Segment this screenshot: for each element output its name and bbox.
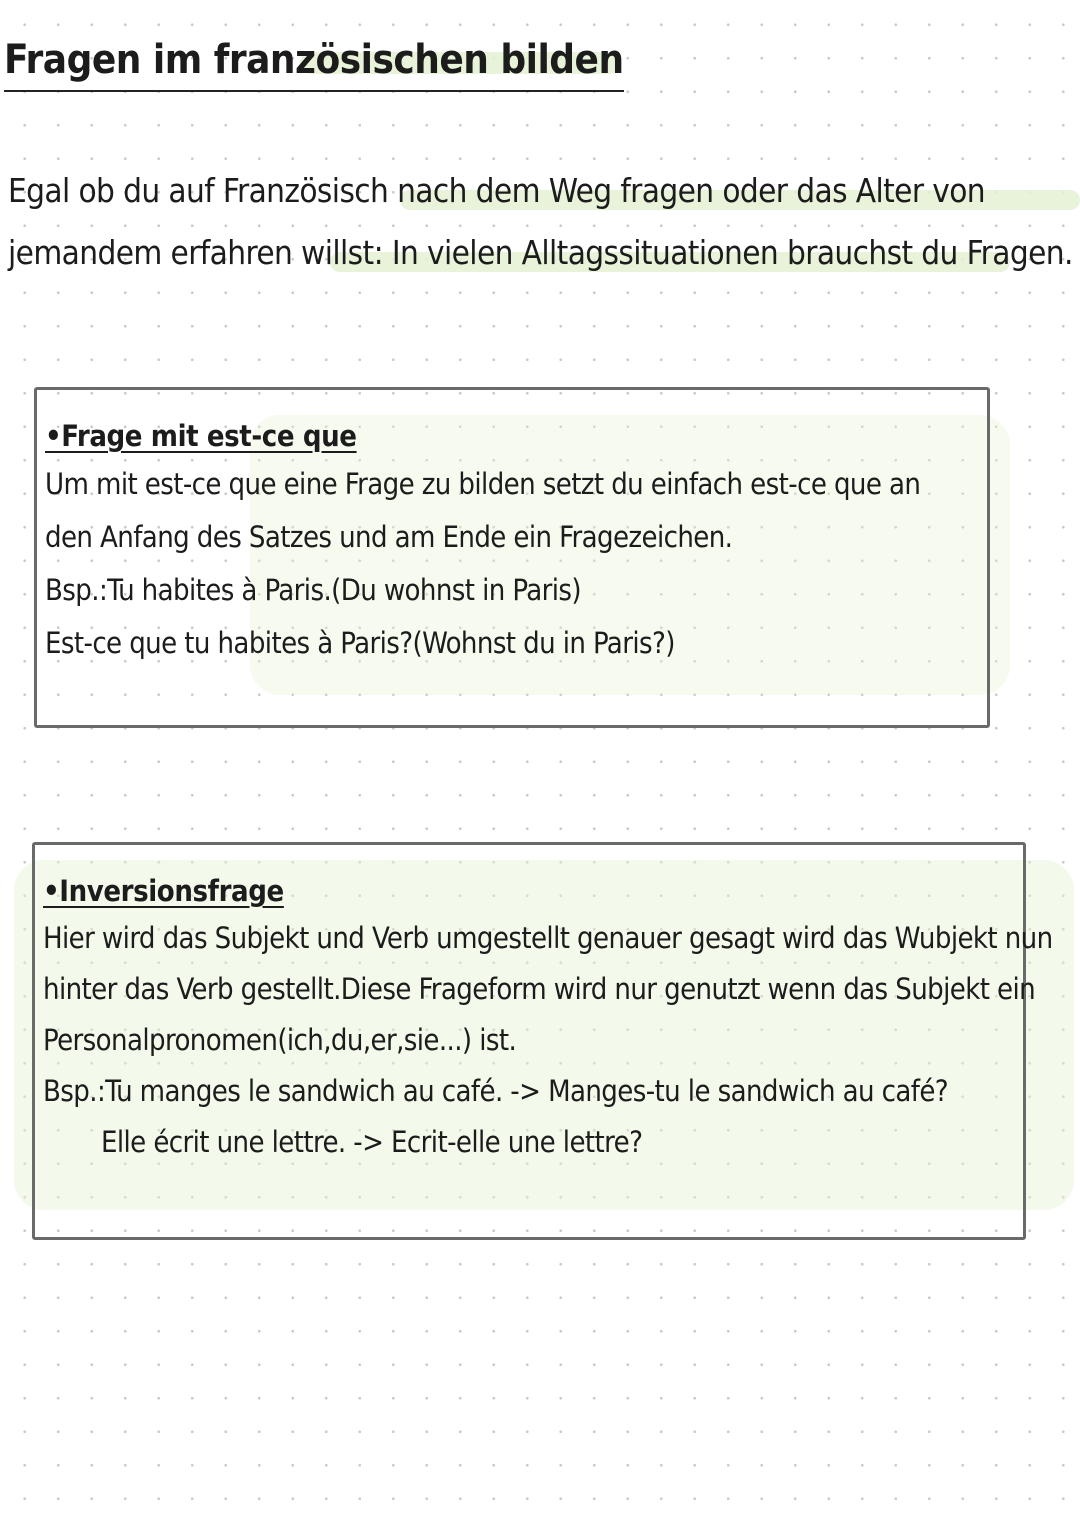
intro-paragraph bbox=[8, 160, 1076, 284]
section-content bbox=[45, 414, 920, 670]
intro-line: jemandem erfahren willst: In vielen Alltagssituationen brauchst du Fragen. bbox=[8, 233, 1073, 272]
page-title: Fragen im französischen bilden bbox=[4, 30, 624, 92]
section-line: Personalpronomen(ich,du,er,sie...) ist. bbox=[43, 1023, 517, 1057]
section-line: den Anfang des Satzes und am Ende ein Fragezeichen. bbox=[45, 520, 733, 554]
section-line: hinter das Verb gestellt.Diese Frageform wird nur genutzt wenn das Subjekt ein bbox=[43, 972, 1036, 1006]
section-est-ce-que bbox=[34, 387, 990, 728]
intro-line: Egal ob du auf Französisch nach dem Weg fragen oder das Alter von bbox=[8, 171, 985, 210]
example-line: Bsp.:Tu manges le sandwich au café. -> Manges-tu le sandwich au café? bbox=[43, 1074, 949, 1108]
example-line: Elle écrit une lettre. -> Ecrit-elle une lettre? bbox=[101, 1125, 643, 1159]
section-content bbox=[43, 869, 1053, 1168]
example-statement: Bsp.:Tu habites à Paris.(Du wohnst in Paris) bbox=[45, 573, 581, 607]
section-heading: •Inversionsfrage bbox=[43, 874, 284, 908]
section-inversionsfrage bbox=[32, 842, 1053, 1240]
section-heading: •Frage mit est-ce que bbox=[45, 419, 357, 453]
example-question: Est-ce que tu habites à Paris?(Wohnst du in Paris?) bbox=[45, 626, 675, 660]
section-line: Hier wird das Subjekt und Verb umgestellt genauer gesagt wird das Wubjekt nun bbox=[43, 921, 1053, 955]
section-line: Um mit est-ce que eine Frage zu bilden setzt du einfach est-ce que an bbox=[45, 467, 921, 501]
